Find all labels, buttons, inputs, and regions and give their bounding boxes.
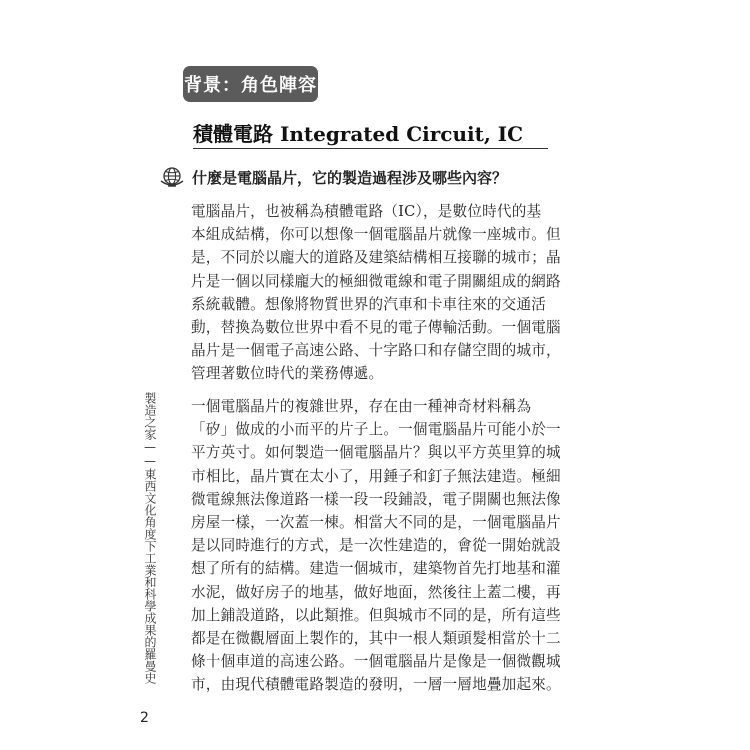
page-number: 2 [140,710,149,726]
text-line: 是，不同於以龐大的道路及建築結構相互接聯的城市；晶 [191,249,561,267]
text-line: 水泥，做好房子的地基，做好地面，然後往上蓋二樓，再 [191,583,561,601]
text-line: 都是在微觀層面上製作的，其中一根人類頭髮相當於十二 [191,629,561,647]
text-line: 片是一個以同樣龐大的極細微電線和電子開關組成的網路 [191,272,561,290]
section-tag: 背景：角色陣容 [183,66,318,102]
text-line: 想了所有的結構。建造一個城市，建築物首先打地基和灌 [191,560,561,578]
text-line: 管理著數位時代的業務傳遞。 [191,365,384,383]
title-divider [193,148,548,149]
question-text: 什麼是電腦晶片，它的製造過程涉及哪些內容？ [192,168,508,187]
chapter-title: 積體電路 Integrated Circuit, IC [193,122,524,146]
text-line: 平方英寸。如何製造一個電腦晶片？與以平方英里算的城 [191,444,561,462]
text-line: 一個電腦晶片的複雜世界，存在由一種神奇材料稱為 [191,398,532,415]
text-line: 電腦晶片，也被稱為積體電路（IC），是數位時代的基 [191,203,542,220]
globe-icon [160,165,184,189]
text-line: 晶片是一個電子高速公路、十字路口和存儲空間的城市， [191,342,561,360]
text-line: 微電線無法像道路一樣一段一段鋪設，電子開關也無法像 [191,490,561,508]
question-row [160,164,507,190]
text-line: 房屋一樣，一次蓋一棟。相當大不同的是，一個電腦晶片 [191,513,561,531]
text-line: 加上鋪設道路，以此類推。但與城市不同的是，所有這些 [191,606,561,624]
text-line: 市，由現代積體電路製造的發明，一層一層地疊加起來。 [191,676,561,694]
text-line: 是以同時進行的方式，是一次性建造的，會從一開始就設 [191,537,561,555]
text-line: 「矽」做成的小而平的片子上。一個電腦晶片可能小於一 [191,421,561,439]
text-line: 動，替換為數位世界中看不見的電子傳輸活動。一個電腦 [191,318,561,336]
text-line: 系統載體。想像將物質世界的汽車和卡車往來的交通活 [191,295,547,313]
running-header-vertical: 製造之家——東西文化角度下工業和科學成果的羅曼史 [143,392,157,684]
paragraph-2 [191,395,561,696]
text-line: 本組成結構，你可以想像一個電腦晶片就像一座城市。但 [191,226,561,244]
paragraph-1 [191,200,561,386]
text-line: 條十個車道的高速公路。一個電腦晶片是像是一個微觀城 [191,653,561,671]
text-line: 市相比，晶片實在太小了，用錘子和釘子無法建造。極細 [191,467,561,485]
